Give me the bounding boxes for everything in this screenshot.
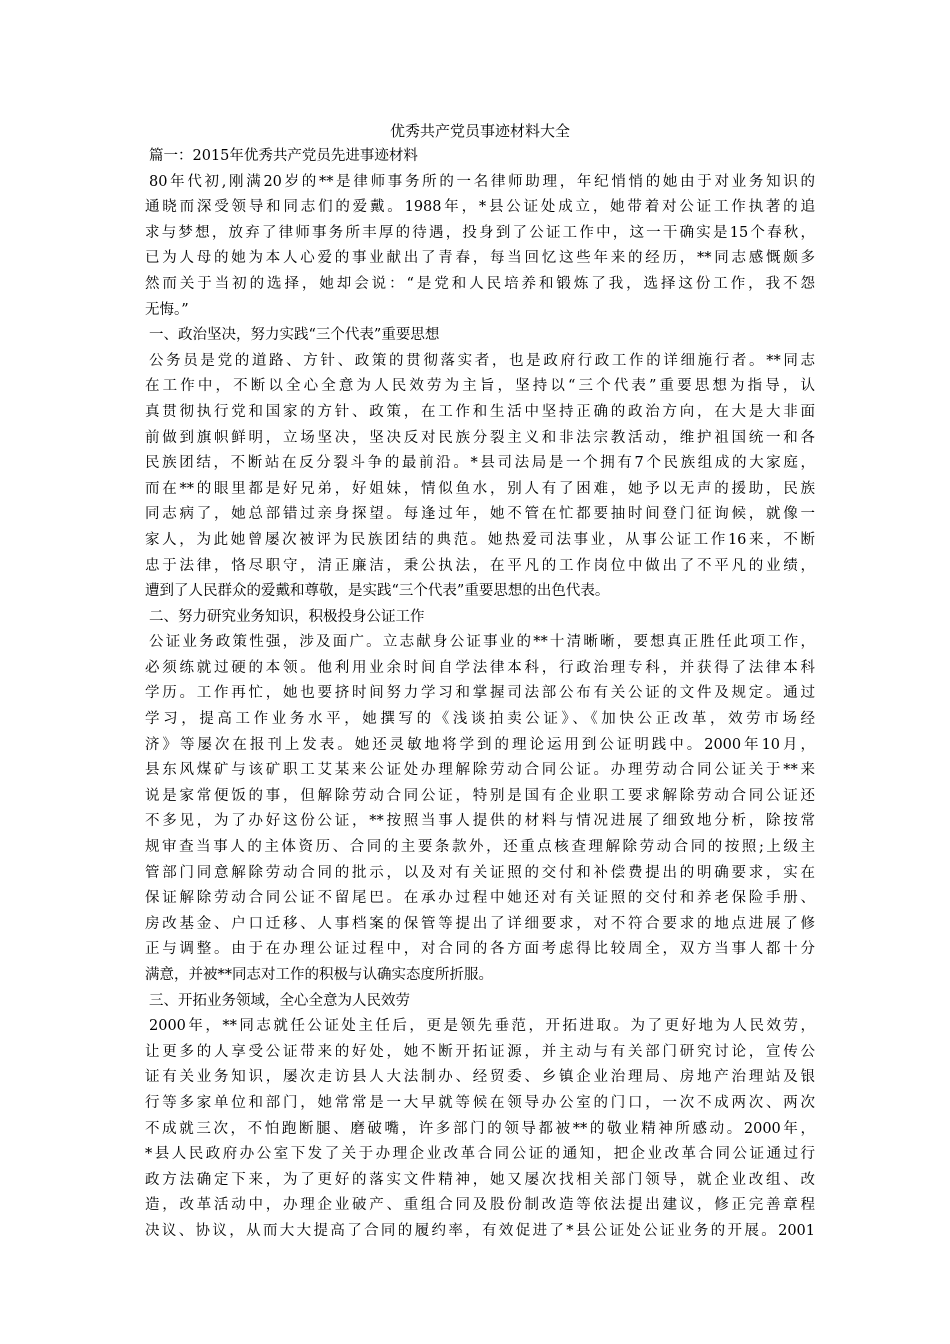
paragraph-line: 学历。工作再忙，她也要挤时间努力学习和掌握司法部公布有关公证的文件及规定。通过 (145, 685, 815, 702)
document-body (145, 144, 815, 1245)
paragraph-line: 行等多家单位和部门，她常常是一大早就等候在领导办公室的门口，一次不成两次、两次 (145, 1094, 815, 1111)
paragraph-line: 前做到旗帜鲜明，立场坚决，坚决反对民族分裂主义和非法宗教活动，维护祖国统一和各 (145, 429, 815, 446)
paragraph-line: 家人，为此她曾屡次被评为民族团结的典范。她热爱司法事业，从事公证工作16来，不断 (145, 531, 815, 548)
paragraph-line: 同志病了，她总部错过亲身探望。每逢过年，她不管在忙都要抽时间登门征询候，就像一 (145, 506, 815, 523)
section-heading: 二、努力研究业务知识，积极投身公证工作 (149, 608, 425, 625)
paragraph-line: 济》等屡次在报刊上发表。她还灵敏地将学到的理论运用到公证明践中。2000年10月， (145, 736, 815, 753)
document-title: 优秀共产党员事迹材料大全 (389, 122, 570, 140)
paragraph-line: 已为人母的她为本人心爱的事业献出了青春，每当回忆这些年来的经历，**同志感慨颇多 (145, 250, 815, 267)
paragraph-line: 公务员是党的道路、方针、政策的贯彻落实者，也是政府行政工作的详细施行者。**同志 (149, 352, 815, 369)
section-heading: 篇一：2015年优秀共产党员先进事迹材料 (149, 148, 418, 164)
paragraph-line: *县人民政府办公室下发了关于办理企业改革合同公证的通知，把企业改革合同公证通过行 (145, 1146, 815, 1163)
paragraph-line: 民族团结，不断站在反分裂斗争的最前沿。*县司法局是一个拥有7个民族组成的大家庭， (145, 455, 815, 472)
paragraph-line: 县东风煤矿与该矿职工艾某来公证处办理解除劳动合同公证。办理劳动合同公证关于**来 (145, 762, 815, 779)
paragraph-line: 80年代初,刚满20岁的**是律师事务所的一名律师助理，年纪悄悄的她由于对业务知识的 (149, 173, 815, 190)
paragraph-line: 忠于法律，恪尽职守，清正廉洁，秉公执法，在平凡的工作岗位中做出了不平凡的业绩， (145, 557, 815, 574)
paragraph-line: 规审查当事人的主体资历、合同的主要条款外，还重点核查理解除劳动合同的按照;上级主 (145, 839, 815, 856)
paragraph-line: 造，改革活动中，办理企业破产、重组合同及股份制改造等依法提出建议，修正完善章程 (145, 1197, 815, 1214)
section-heading: 一、政治坚决，努力实践“三个代表”重要思想 (149, 327, 440, 344)
paragraph-line: 政方法确定下来，为了更好的落实文件精神，她又屡次找相关部门领导，就企业改组、改 (145, 1171, 815, 1188)
paragraph-line: 满意，并被**同志对工作的积极与认确实态度所折服。 (145, 967, 493, 983)
paragraph-line: 2000年，**同志就任公证处主任后，更是领先垂范，开拓进取。为了更好地为人民效劳， (149, 1018, 815, 1035)
paragraph-line: 遭到了人民群众的爱戴和尊敬，是实践“三个代表”重要思想的出色代表。 (145, 583, 610, 600)
document-page (145, 118, 815, 1245)
paragraph-line: 保证解除劳动合同公证不留尾巴。在承办过程中她还对有关证照的交付和养老保险手册、 (145, 890, 815, 907)
paragraph-line: 说是家常便饭的事，但解除劳动合同公证，特别是国有企业职工要求解除劳动合同公证还 (145, 787, 815, 804)
section-heading: 三、开拓业务领域，全心全意为人民效劳 (149, 992, 410, 1009)
paragraph-line: 然而关于当初的选择，她却会说：“是党和人民培养和锻炼了我，选择这份工作，我不怨 (145, 275, 815, 292)
paragraph-line: 学习，提高工作业务水平，她撰写的《浅谈拍卖公证》、《加快公正改革，效劳市场经 (145, 711, 815, 728)
paragraph-line: 求与梦想，放弃了律师事务所丰厚的待遇，投身到了公证工作中，这一干确实是15个春秋， (145, 224, 815, 241)
paragraph-line: 正与调整。由于在办理公证过程中，对合同的各方面考虑得比较周全，双方当事人都十分 (145, 941, 815, 958)
paragraph-line: 必须练就过硬的本领。他利用业余时间自学法律本科，行政治理专科，并获得了法律本科 (145, 659, 815, 676)
paragraph-line: 房改基金、户口迁移、人事档案的保管等提出了详细要求，对不符合要求的地点进展了修 (145, 915, 815, 932)
paragraph-line: 通晓而深受领导和同志们的爱戴。1988年，*县公证处成立，她带着对公证工作执著的追 (145, 199, 815, 216)
paragraph-line: 公证业务政策性强，涉及面广。立志献身公证事业的**十清晰晰，要想真正胜任此项工作， (149, 634, 815, 651)
paragraph-line: 无悔。” (145, 301, 189, 318)
paragraph-line: 让更多的人享受公证带来的好处，她不断开拓证源，并主动与有关部门研究讨论，宣传公 (145, 1043, 815, 1060)
paragraph-line: 真贯彻执行党和国家的方针、政策，在工作和生活中坚持正确的政治方向，在大是大非面 (145, 403, 815, 420)
paragraph-line: 不成就三次，不怕跑断腿、磨破嘴，许多部门的领导都被**的敬业精神所感动。2000年， (145, 1120, 815, 1137)
paragraph-line: 决议、协议，从而大大提高了合同的履约率，有效促进了*县公证处公证业务的开展。2001 (145, 1222, 815, 1239)
paragraph-line: 管部门同意解除劳动合同的批示，以及对有关证照的交付和补偿费提出的明确要求，实在 (145, 864, 815, 881)
paragraph-line: 在工作中，不断以全心全意为人民效劳为主旨，坚持以“三个代表”重要思想为指导，认 (145, 378, 815, 395)
paragraph-line: 而在**的眼里都是好兄弟，好姐妹，情似鱼水，别人有了困难，她予以无声的援助，民族 (145, 480, 815, 497)
paragraph-line: 不多见，为了办好这份公证，**按照当事人提供的材料与情况进展了细致地分析，除按常 (145, 813, 815, 830)
paragraph-line: 证有关业务知识，屡次走访县人大法制办、经贸委、乡镇企业治理局、房地产治理站及银 (145, 1069, 815, 1086)
